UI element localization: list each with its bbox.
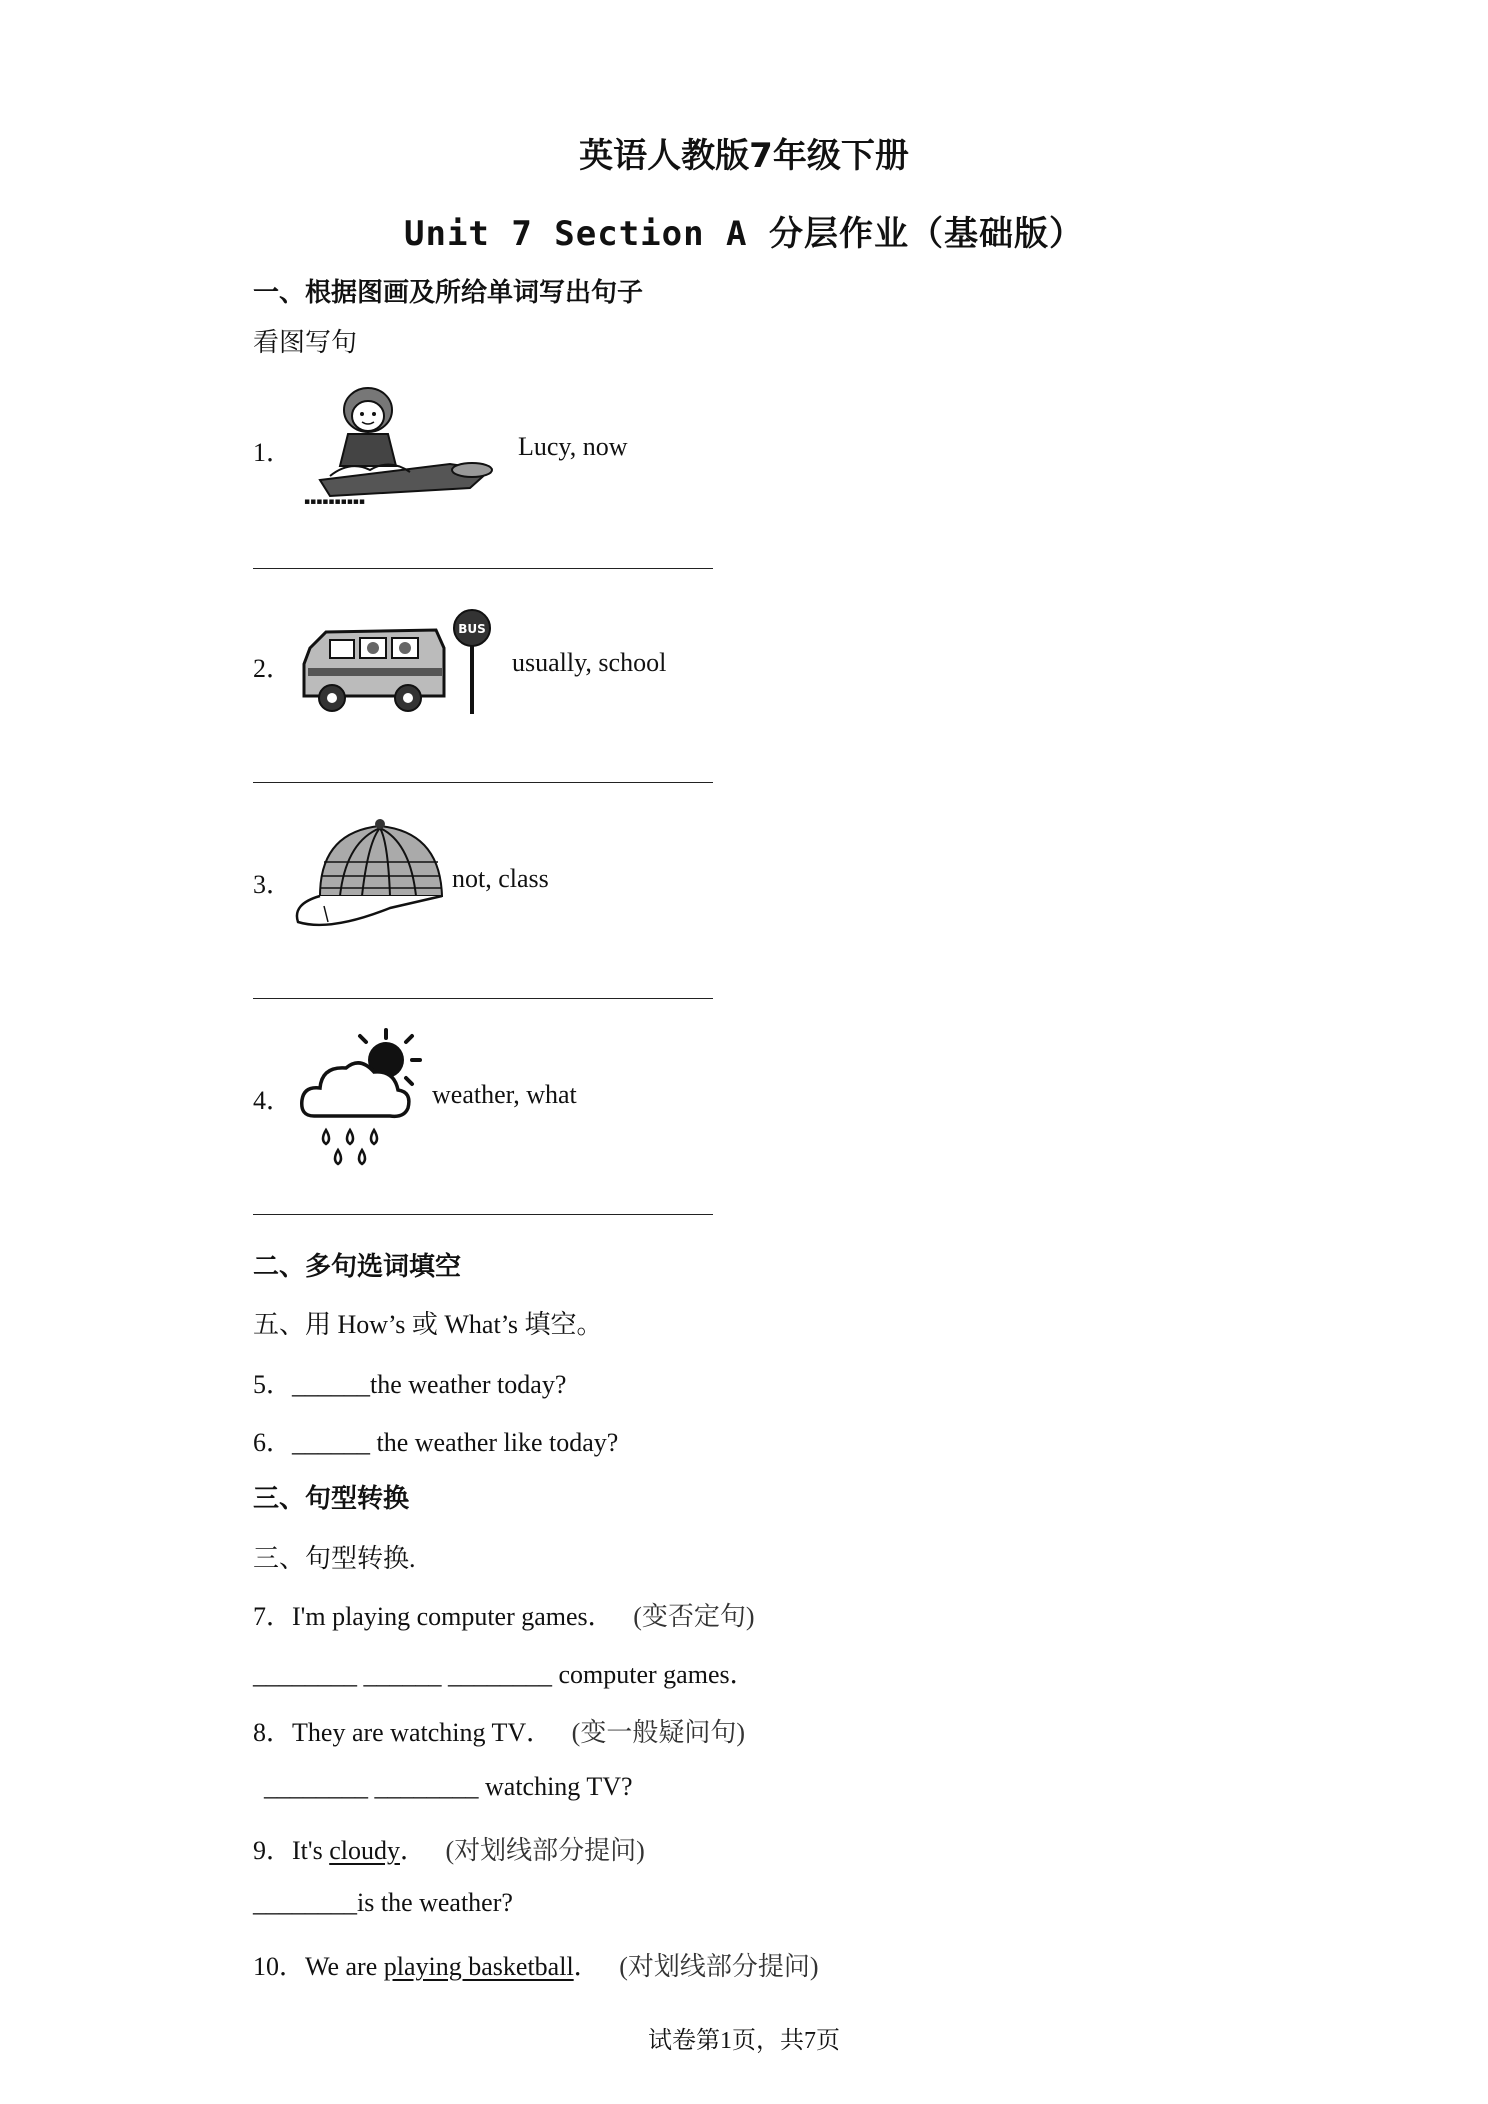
school-bus-icon [296,604,496,720]
section2-instruction: 五、用 How’s 或 What’s 填空。 [253,1310,603,1339]
page-title: 英语人教版7年级下册 [579,136,909,176]
item4-answer-line[interactable] [253,1214,713,1215]
item1-words: Lucy, now [518,432,628,461]
q9-hint: (对划线部分提问) [445,1836,645,1865]
svg-text:▪▪▪▪▪▪▪▪▪▪: ▪▪▪▪▪▪▪▪▪▪ [304,497,365,507]
section1-heading: 一、根据图画及所给单词写出句子 [253,278,644,308]
q7-number: 7． [253,1602,293,1631]
item1-number: 1． [253,438,293,467]
q10-underlined: playing basketball [383,1952,574,1981]
q9-underlined: cloudy [329,1836,400,1865]
item2-words: usually, school [512,648,667,677]
page-footer: 试卷第1页，共7页 [648,2028,840,2054]
section2-heading: 二、多句选词填空 [253,1252,462,1282]
q6-blank[interactable]: ______ [292,1428,371,1457]
page-subtitle: Unit 7 Section A 分层作业（基础版） [404,214,1084,254]
question-8 [253,1712,745,1749]
svg-text:BUS: BUS [458,622,486,636]
q8-hint: (变一般疑问句) [571,1718,745,1747]
q8-number: 8． [253,1718,293,1747]
question-10 [253,1946,819,1983]
q7-text: I'm playing computer games． [292,1602,614,1631]
item3-number: 3． [253,870,293,899]
q7-answer[interactable]: ________ ______ ________ computer games． [253,1660,756,1689]
item2-answer-line[interactable] [253,782,713,783]
q5-number: 5． [253,1370,293,1399]
item4-words: weather, what [432,1080,577,1109]
q9-number: 9． [253,1836,293,1865]
q10-post: ． [573,1952,600,1981]
q7-hint: (变否定句) [633,1602,755,1631]
item2-number: 2． [253,654,293,683]
question-9 [253,1830,645,1867]
section3-heading: 三、句型转换 [253,1484,410,1514]
question-6 [253,1422,618,1459]
section1-instruction: 看图写句 [253,328,358,357]
item3-answer-line[interactable] [253,998,713,999]
q6-number: 6． [253,1428,293,1457]
item1-answer-line[interactable] [253,568,713,569]
q10-hint: (对划线部分提问) [619,1952,819,1981]
cap-icon [290,812,450,938]
q9-answer[interactable]: ________is the weather? [253,1888,513,1917]
q10-pre: We are [305,1952,384,1981]
q10-number: 10． [253,1952,306,1981]
q8-answer[interactable]: ________ ________ watching TV? [264,1772,633,1801]
q5-text: the weather today? [370,1370,567,1399]
item3-words: not, class [452,864,549,893]
rain-sun-cloud-icon [294,1026,430,1170]
section3-instruction: 三、句型转换. [253,1544,416,1573]
q9-pre: It's [292,1836,330,1865]
question-7 [253,1596,755,1633]
girl-cleaning-icon [300,380,500,508]
q6-text: the weather like today? [370,1428,619,1457]
q5-blank[interactable]: ______ [292,1370,371,1399]
item4-number: 4． [253,1086,293,1115]
question-5 [253,1364,566,1401]
q8-text: They are watching TV． [292,1718,553,1747]
q9-post: ． [399,1836,426,1865]
